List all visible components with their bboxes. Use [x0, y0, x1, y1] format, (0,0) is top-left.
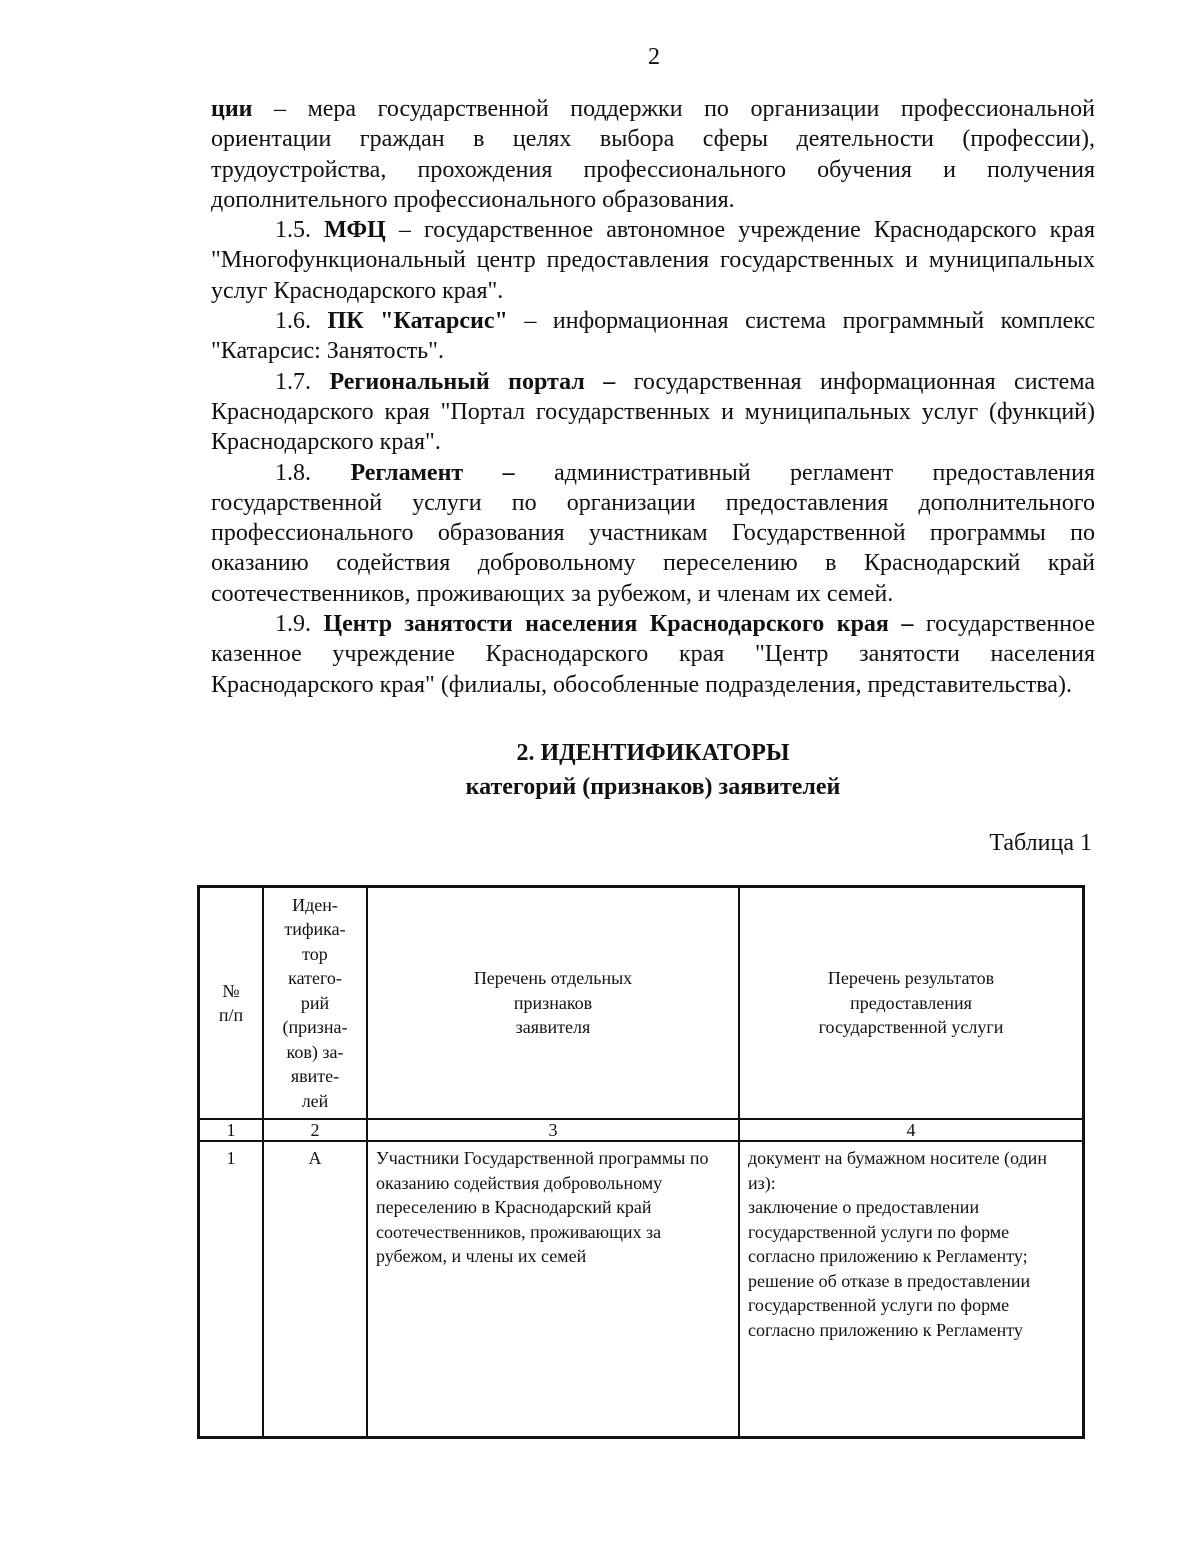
paragraph-number: 1.6. [275, 308, 311, 335]
paragraph-number: 1.8. [275, 459, 311, 486]
identifiers-table [197, 885, 1085, 1439]
paragraph-continuation [211, 94, 1095, 215]
header-cell-number: № п/п [199, 887, 264, 1120]
paragraph-text: государственная информационная система Краснодарского края "Портал государственных и муниципальных услуг (функций) Краснодарского края". [211, 368, 1095, 456]
section-subtitle: категорий (признаков) заявителей [465, 774, 841, 800]
paragraph-text: государственное казенное учреждение Краснодарского края "Центр занятости населения Краснодарского края" (филиалы, обособленные подразделения, представительства). [211, 611, 1095, 698]
column-number: 2 [263, 1119, 367, 1141]
paragraph-number: 1.9. [275, 611, 311, 638]
paragraph-term: ПК "Катарсис" [327, 308, 508, 335]
header-cell-identifier: Иден- тифика- тор катего- рий (призна- ков) за- явите- лей [263, 887, 367, 1120]
paragraph-term: МФЦ [324, 217, 386, 244]
table-row [199, 1141, 1084, 1438]
row-number: 1 [199, 1141, 264, 1438]
paragraph-text: – информационная система программный комплекс "Катарсис: Занятость". [211, 308, 1096, 365]
column-numbers-row [199, 1119, 1084, 1141]
paragraph-term: Региональный портал – [329, 368, 616, 395]
paragraph-term: Регламент – [350, 459, 515, 486]
row-results: документ на бумажном носителе (один из): заключение о предоставлении государственной услуги по форме согласно приложению к Регламенту; решение об отказе в предоставлении государственной услуги по форме согласно приложению к Регламенту [739, 1141, 1084, 1438]
body-text [211, 94, 1095, 700]
page-number: 2 [648, 44, 660, 70]
paragraph-text: административный регламент предоставления государственной услуги по организации предоставления дополнительного профессионального образования участникам Государственной программы по оказанию содействия добровольному переселению в Краснодарский край соотечественников, проживающих за рубежом, и членам их семей. [211, 459, 1095, 607]
table-caption: Таблица 1 [989, 830, 1092, 856]
section-heading [211, 736, 1095, 804]
row-identifier: А [263, 1141, 367, 1438]
paragraph-1-9 [211, 609, 1095, 700]
paragraph-number: 1.5. [275, 217, 311, 244]
paragraph-text: – государственное автономное учреждение Краснодарского края "Многофункциональный центр предоставления государственных и муниципальных услуг Краснодарского края". [211, 217, 1095, 304]
paragraph-term: Центр занятости населения Краснодарского края – [323, 611, 914, 638]
section-title: 2. ИДЕНТИФИКАТОРЫ [516, 740, 790, 766]
paragraph-number: 1.7. [275, 368, 311, 395]
header-cell-results: Перечень результатов предоставления государственной услуги [739, 887, 1084, 1120]
row-features: Участники Государственной программы по оказанию содействия добровольному переселению в Краснодарский край соотечественников, проживающих за рубежом, и члены их семей [367, 1141, 739, 1438]
header-cell-features: Перечень отдельных признаков заявителя [367, 887, 739, 1120]
paragraph-text: – мера государственной поддержки по организации профессиональной ориентации граждан в целях выбора сферы деятельности (профессии), трудоустройства, прохождения профессионального обучения и получения дополнительного профессионального образования. [211, 96, 1095, 213]
paragraph-1-5 [211, 215, 1095, 306]
table-header-row [199, 887, 1084, 1120]
column-number: 3 [367, 1119, 739, 1141]
column-number: 4 [739, 1119, 1084, 1141]
column-number: 1 [199, 1119, 264, 1141]
paragraph-term: ции [211, 96, 253, 122]
paragraph-1-7 [211, 367, 1095, 458]
paragraph-1-6 [211, 306, 1095, 367]
paragraph-1-8 [211, 458, 1095, 609]
